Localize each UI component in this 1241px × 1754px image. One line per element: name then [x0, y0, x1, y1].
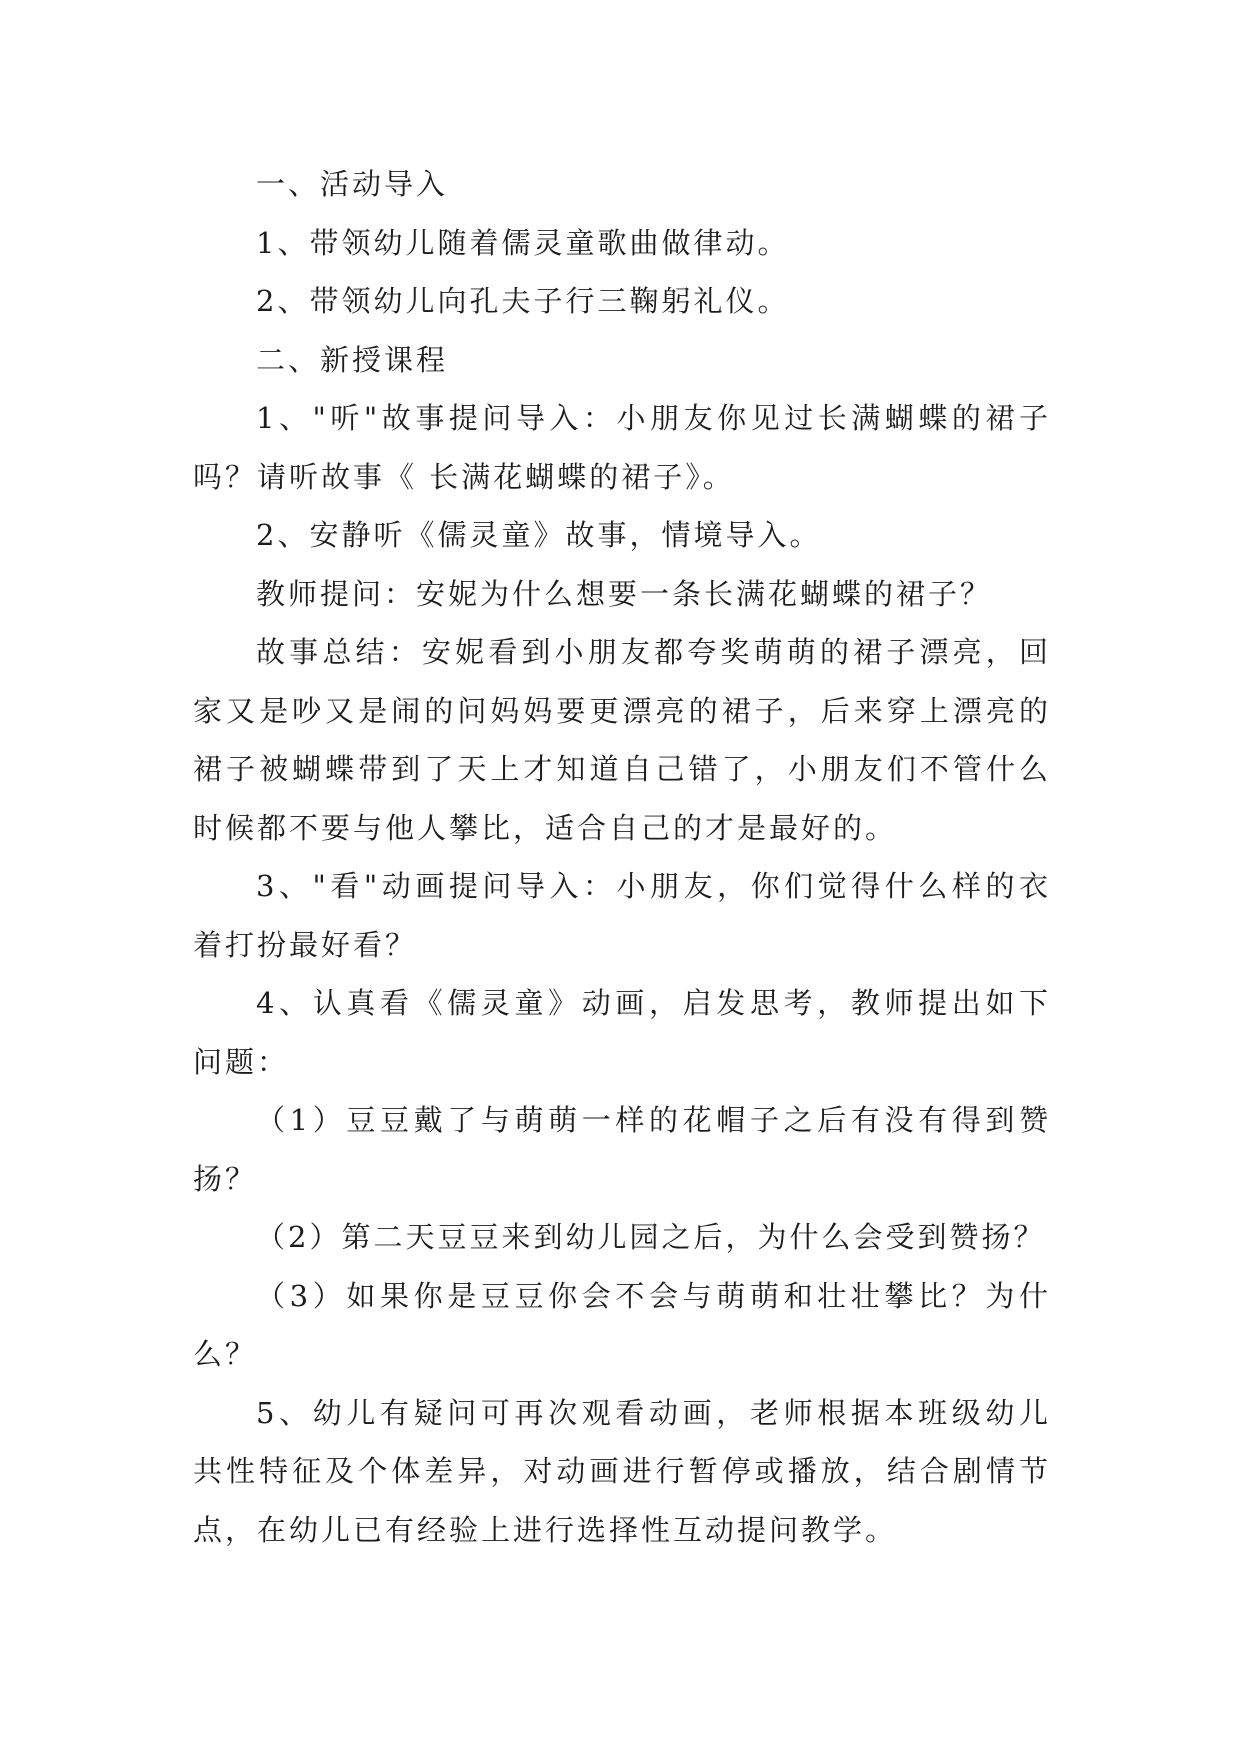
paragraph-line: （3）如果你是豆豆你会不会与萌萌和壮壮攀比？为什 [256, 1278, 1051, 1313]
paragraph-line: 4、认真看《儒灵童》动画，启发思考，教师提出如下 [256, 986, 1051, 1020]
paragraph-line: 共性特征及个体差异，对动画进行暂停或播放，结合剧情节 [193, 1454, 1051, 1488]
paragraph-line: 1、带领幼儿随着儒灵童歌曲做律动。 [256, 225, 790, 260]
paragraph-line: 故事总结：安妮看到小朋友都夸奖萌萌的裙子漂亮，回 [256, 635, 1051, 669]
step-item [193, 1384, 1051, 1560]
story-summary [193, 623, 1051, 857]
section-heading-activity-intro [193, 155, 1051, 214]
sub-question [193, 1267, 1051, 1384]
paragraph-line: 家又是吵又是闹的问妈妈要更漂亮的裙子，后来穿上漂亮的 [193, 693, 1051, 728]
step-item [193, 214, 1051, 273]
step-item [193, 506, 1051, 565]
sub-question [193, 1091, 1051, 1208]
paragraph-line: 裙子被蝴蝶带到了天上才知道自己错了，小朋友们不管什么 [193, 752, 1051, 786]
paragraph-line: 着打扮最好看？ [193, 927, 418, 962]
paragraph-line: 扬？ [193, 1161, 258, 1196]
paragraph-line: 教师提问：安妮为什么想要一条长满花蝴蝶的裙子？ [256, 576, 993, 611]
paragraph-line: 2、安静听《儒灵童》故事，情境导入。 [256, 518, 822, 552]
paragraph-line: 问题： [193, 1044, 290, 1079]
paragraph-line: 2、带领幼儿向孔夫子行三鞠躬礼仪。 [256, 284, 790, 318]
sub-question [193, 1208, 1051, 1267]
step-item [193, 389, 1051, 506]
step-item [193, 974, 1051, 1091]
paragraph-line: （2）第二天豆豆来到幼儿园之后，为什么会受到赞扬？ [256, 1220, 1046, 1254]
paragraph-line: 点，在幼儿已有经验上进行选择性互动提问教学。 [193, 1512, 898, 1547]
document-body [193, 155, 1051, 1559]
paragraph-line: 1、"听"故事提问导入：小朋友你见过长满蝴蝶的裙子 [256, 401, 1051, 435]
paragraph-line: 3、"看"动画提问导入：小朋友，你们觉得什么样的衣 [256, 869, 1051, 903]
teacher-question [193, 565, 1051, 624]
paragraph-line: 么？ [193, 1337, 258, 1371]
paragraph-line: 时候都不要与他人攀比，适合自己的才是最好的。 [193, 810, 898, 845]
paragraph-line: （1）豆豆戴了与萌萌一样的花帽子之后有没有得到赞 [256, 1103, 1051, 1137]
step-item [193, 272, 1051, 331]
paragraph-line: 5、幼儿有疑问可再次观看动画，老师根据本班级幼儿 [256, 1395, 1051, 1430]
paragraph-line: 一、活动导入 [256, 167, 449, 201]
section-heading-new-lesson [193, 331, 1051, 390]
step-item [193, 857, 1051, 974]
paragraph-line: 吗？请听故事《 长满花蝴蝶的裙子》。 [193, 459, 735, 494]
paragraph-line: 二、新授课程 [256, 342, 449, 377]
